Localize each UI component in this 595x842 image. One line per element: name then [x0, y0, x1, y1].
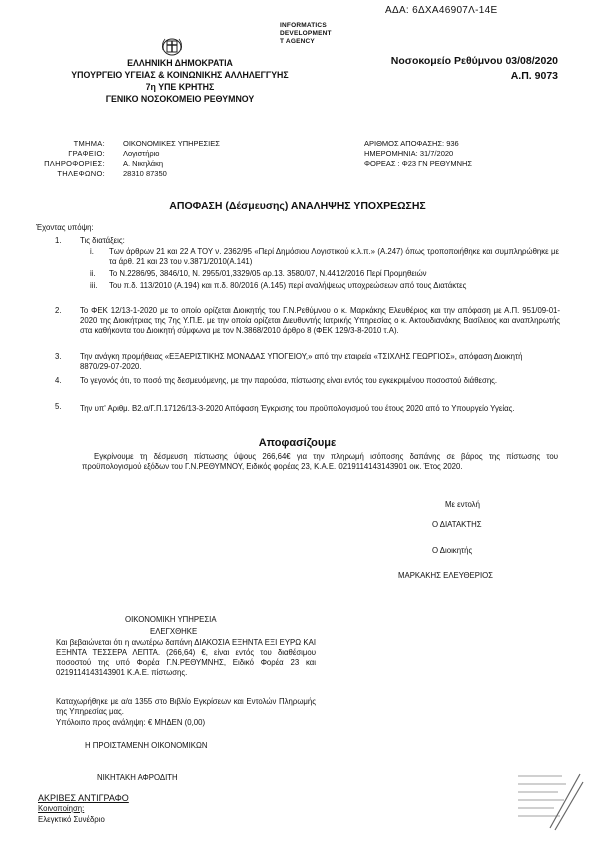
item-number: 3.	[55, 352, 62, 361]
informatics-logo-text	[280, 22, 332, 46]
signature-name: ΜΑΡΚΑΚΗΣ ΕΛΕΥΘΕΡΙΟΣ	[398, 571, 494, 580]
header-hospital: ΓΕΝΙΚΟ ΝΟΣΟΚΟΜΕΙΟ ΡΕΘΥΜΝΟΥ	[105, 94, 255, 104]
finance-balance: Υπόλοιπο προς ανάληψη: € ΜΗΔΕΝ (0,00)	[56, 718, 206, 727]
label-phone: ΤΗΛΕΦΩΝΟ:	[57, 169, 105, 178]
item-text: Το ΦΕΚ 12/13-1-2020 με το οποίο ορίζεται Διοικητής του Γ.Ν.Ρεθύμνου ο κ. Μαρκάκης Ελευθέριος και την απόφαση με Α.Π. 951/09-01-2020 της Διοικήτριας της 7ης Υ.Π.Ε. με την οποία ορίζεται Διευθυντής Ιατρικής Υπηρεσίας ο κ. Ακτουδιανάκης Βασίλειος και αναπληρωτής στα καθήκοντα του Διοικητή σύμφωνα με τον Ν.3868/2010 άρθρο 8 (ΦΕΚ 129/3-8-2010 τ.Α).	[80, 306, 560, 335]
finance-checked: ΕΛΕΓΧΘΗΚΕ	[150, 627, 198, 636]
item-text: Το γεγονός ότι, το ποσό της δεσμευόμενης, με την παρούσα, πίστωσης είναι εντός του εγκεκριμένου ποσοστού διάθεσης.	[80, 376, 498, 385]
protocol-number: Α.Π. 9073	[510, 70, 558, 82]
label-office: ΓΡΑΦΕΙΟ:	[68, 149, 105, 158]
finance-registered: Καταχωρήθηκε με α/α 1355 στο Βιβλίο Εγκρίσεων και Εντολών Πληρωμής της Υπηρεσίας μας.	[56, 697, 316, 716]
header-ype: 7η ΥΠΕ ΚΡΗΤΗΣ	[145, 82, 215, 92]
signature-role: Ο ΔΙΑΤΑΚΤΗΣ	[432, 520, 482, 529]
label-info: ΠΛΗΡΟΦΟΡΙΕΣ:	[44, 159, 105, 168]
subitem-number: ii.	[90, 269, 96, 278]
item-number: 5.	[55, 402, 62, 411]
finance-heading: ΟΙΚΟΝΟΜΙΚΗ ΥΠΗΡΕΣΙΑ	[125, 615, 217, 624]
value-phone: 28310 87350	[123, 169, 167, 178]
subitem-text: Το Ν.2286/95, 3846/10, Ν. 2955/01,3329/05 αρ.13. 3580/07, Ν.4412/2016 Περί Προμηθειών	[109, 269, 427, 278]
signature-title: Ο Διοικητής	[432, 546, 473, 555]
decide-heading: Αποφασίζουμε	[258, 437, 337, 449]
item-number: 2.	[55, 306, 62, 315]
decision-date: ΗΜΕΡΟΜΗΝΙΑ: 31/7/2020	[364, 149, 454, 158]
signature-order: Με εντολή	[445, 500, 480, 509]
notification-label: Κοινοποίηση:	[38, 804, 85, 813]
finance-text: Και βεβαιώνεται ότι η ανωτέρω δαπάνη ΔΙΑΚΟΣΙΑ ΕΞΗΝΤΑ ΕΞΙ ΕΥΡΩ ΚΑΙ ΕΞΗΝΤΑ ΤΕΣΣΕΡΑ ΛΕΠΤΑ. (266,64) €, είναι εντός του διαθέσιμου ποσοστού της υπό Φορέα Γ.Ν.ΡΕΘΥΜΝΗΣ, Ειδικό Φορέα 23 και 0219114143143901 Κ.Α.Ε. πίστωσης.	[56, 638, 316, 677]
subitem-text: Των άρθρων 21 και 22 Α ΤΟΥ ν. 2362/95 «Περί Δημόσιου Λογιστικού κ.λ.π.» (Α.247) όπως τροποποιήθηκε και συμπληρώθηκε με τα άρθ. 21 και 23 του ν.3871/2010(Α.141)	[109, 247, 559, 266]
item-text: Τις διατάξεις:	[80, 236, 125, 245]
certification-stamp-icon	[500, 770, 585, 830]
item-text: Την ανάγκη προμήθειας «ΕΞΑΕΡΙΣΤΙΚΗΣ ΜΟΝΑΔΑΣ ΥΠΟΓΕΙΟΥ,» από την εταιρεία «ΤΣΙΧΛΗΣ ΓΕΩΡΓΙΟΣ», απόφαση Διοικητή 8870/29-07-2020.	[80, 352, 523, 371]
info-line: DEVELOPMENT	[280, 30, 332, 37]
decision-number: ΑΡΙΘΜΟΣ ΑΠΟΦΑΣΗΣ: 936	[364, 139, 459, 148]
info-line: INFORMATICS	[280, 22, 327, 29]
finance-head-name: ΝΙΚΗΤΑΚΗ ΑΦΡΟΔΙΤΗ	[97, 773, 178, 782]
item-number: 1.	[55, 236, 62, 245]
value-department: ΟΙΚΟΝΟΜΙΚΕΣ ΥΠΗΡΕΣΙΕΣ	[123, 139, 220, 148]
info-line: T AGENCY	[280, 38, 315, 45]
decision-body: ΦΟΡΕΑΣ : Φ23 ΓΝ ΡΕΘΥΜΝΗΣ	[364, 159, 473, 168]
decision-text: Εγκρίνουμε τη δέσμευση πίστωσης ύψους 266,64€ για την πληρωμή ισόποσης δαπάνης σε βάρος της πίστωσης του προϋπολογισμού εξόδων του Γ.Ν.ΡΕΘΥΜΝΟΥ, Ειδικός φορέας 23, Κ.Α.Ε. 0219114143143901 οικ. Έτος 2020.	[82, 452, 558, 471]
subitem-text: Του π.δ. 113/2010 (Α.194) και π.δ. 80/2016 (Α.145) περί αναλήψεως υποχρεώσεων από τους Διατάκτες	[109, 281, 467, 290]
document-title: ΑΠΟΦΑΣΗ (Δέσμευσης) ΑΝΑΛΗΨΗΣ ΥΠΟΧΡΕΩΣΗΣ	[169, 200, 426, 212]
finance-head-title: Η ΠΡΟΙΣΤΑΜΕΝΗ ΟΙΚΟΝΟΜΙΚΩΝ	[85, 741, 208, 750]
greek-emblem-icon	[160, 36, 184, 58]
header-ministry: ΥΠΟΥΡΓΕΙΟ ΥΓΕΙΑΣ & ΚΟΙΝΩΝΙΚΗΣ ΑΛΛΗΛΕΓΓΥΗΣ	[71, 70, 289, 80]
subitem-number: iii.	[90, 281, 98, 290]
hospital-date: Νοσοκομείο Ρεθύμνου 03/08/2020	[390, 55, 558, 67]
subitem-number: i.	[90, 247, 94, 256]
ada-code: ΑΔΑ: 6ΔΧΑ46907Λ-14Ε	[385, 5, 498, 16]
notification-recipient: Ελεγκτικό Συνέδριο	[38, 815, 105, 824]
label-department: ΤΜΗΜΑ:	[73, 139, 105, 148]
having-regard: Έχοντας υπόψη:	[36, 223, 94, 232]
item-text: Την υπ' Αριθμ. Β2.α/Γ.Π.17126/13-3-2020 Απόφαση Έγκρισης του προϋπολογισμού του έτους 2020 από το Υπουργείο Υγείας.	[80, 404, 515, 413]
item-number: 4.	[55, 376, 62, 385]
header-republic: ΕΛΛΗΝΙΚΗ ΔΗΜΟΚΡΑΤΙΑ	[127, 58, 233, 68]
value-office: Λογιστήριο	[123, 149, 160, 158]
value-info: Α. Νικηλάκη	[123, 159, 164, 168]
true-copy: ΑΚΡΙΒΕΣ ΑΝΤΙΓΡΑΦΟ	[38, 793, 129, 803]
